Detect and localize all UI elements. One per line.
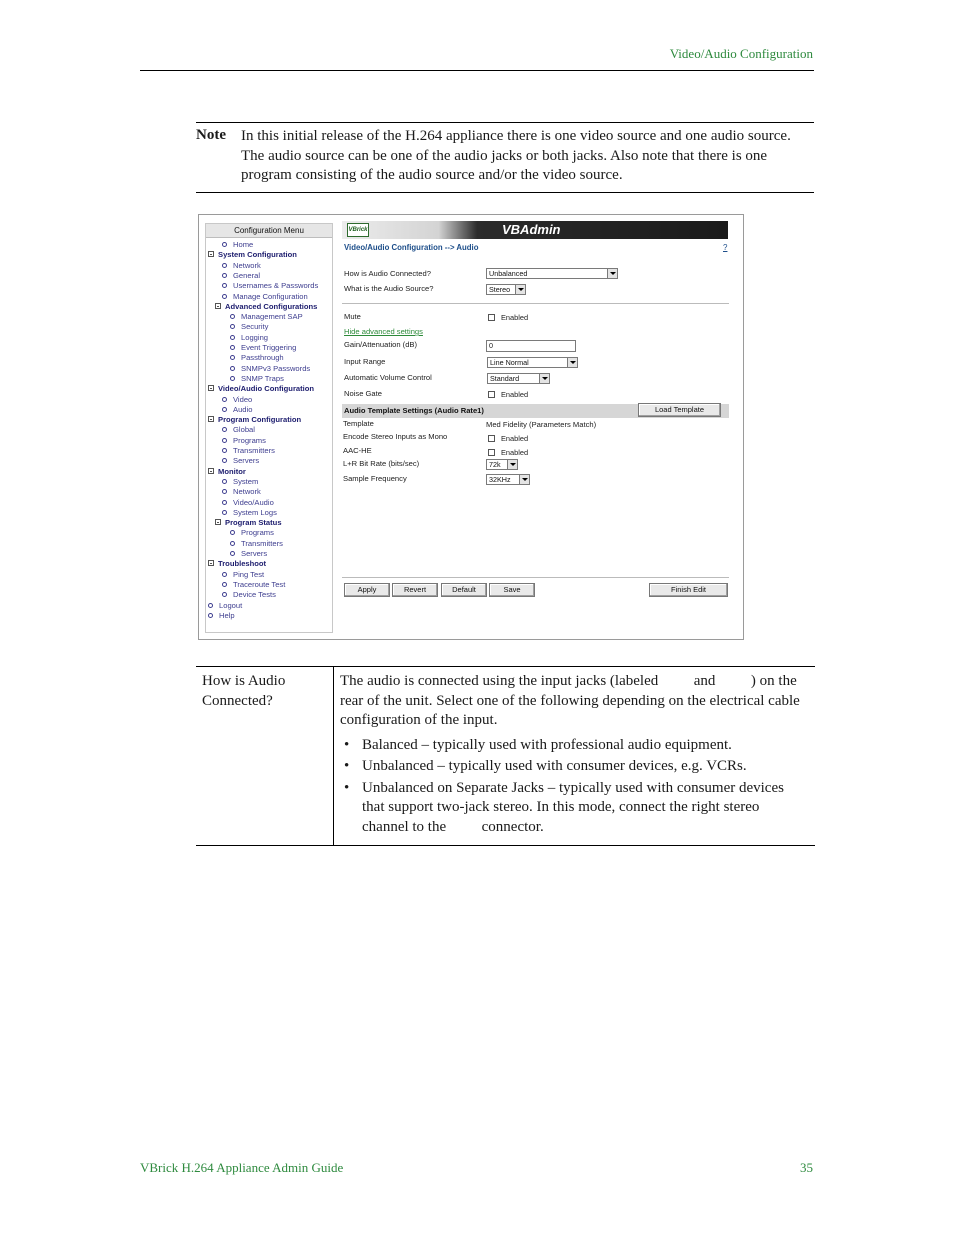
description-paragraph (340, 672, 809, 731)
menu-item-transmitters[interactable] (222, 446, 275, 456)
vbrick-logo: VBrick (347, 223, 369, 237)
menu-item-logout[interactable] (208, 601, 242, 611)
menu-item-label: Ping Test (233, 569, 265, 579)
collapse-icon (215, 303, 221, 309)
avc-label: Automatic Volume Control (344, 373, 432, 382)
description-text: and (693, 673, 716, 689)
bullet-icon (230, 355, 235, 360)
menu-item-snmp-traps[interactable] (230, 374, 284, 384)
bullet-icon (222, 458, 227, 463)
menu-item-program-status[interactable] (215, 518, 282, 528)
bitrate-label: L+R Bit Rate (bits/sec) (343, 459, 420, 468)
revert-button[interactable]: Revert (392, 583, 438, 597)
menu-item-monitor[interactable] (208, 467, 246, 477)
menu-item-label: System (233, 476, 259, 486)
menu-item-label: System Logs (233, 507, 277, 517)
finish-edit-button[interactable]: Finish Edit (649, 583, 728, 597)
field-description-table (196, 666, 815, 846)
menu-item-label: General (233, 270, 261, 280)
bullet-icon (222, 572, 227, 577)
menu-item-label: Programs (233, 435, 266, 445)
menu-item-program-configuration[interactable] (208, 415, 301, 425)
menu-item-system-logs[interactable] (222, 508, 277, 518)
menu-item-label: Program Status (225, 518, 282, 528)
collapse-icon (208, 416, 214, 422)
bullet-icon (222, 438, 227, 443)
menu-item-network[interactable] (222, 261, 261, 271)
audio-source-select[interactable]: Stereo (486, 284, 526, 295)
separator (342, 577, 729, 578)
menu-item-video-audio-configuration[interactable] (208, 384, 314, 394)
menu-item-label: Passthrough (241, 353, 284, 363)
page-number: 35 (800, 1160, 813, 1175)
table-description (334, 667, 815, 845)
menu-item-label: Event Triggering (241, 343, 297, 352)
header-rule (140, 70, 814, 71)
menu-item-help[interactable] (208, 611, 235, 621)
menu-item-global[interactable] (222, 425, 255, 435)
menu-item-servers[interactable] (230, 549, 267, 559)
menu-item-general[interactable] (222, 271, 260, 281)
configuration-menu (205, 223, 333, 633)
vbadmin-screenshot (198, 214, 744, 640)
how-connected-select[interactable]: Unbalanced (486, 268, 618, 279)
bullet-icon (222, 242, 227, 247)
list-item (340, 779, 809, 838)
collapse-icon (215, 519, 221, 525)
bullet-icon (230, 530, 235, 535)
menu-item-programs[interactable] (222, 436, 266, 446)
bullet-icon (222, 479, 227, 484)
menu-item-label: Management SAP (241, 312, 303, 322)
apply-button[interactable]: Apply (344, 583, 390, 597)
menu-item-management-sap[interactable] (230, 312, 303, 322)
list-item: • Unbalanced – typically used with consumer devices, e.g. VCRs. (340, 757, 809, 777)
chevron-down-icon (607, 269, 617, 278)
menu-item-label: Audio (233, 404, 253, 414)
input-range-label: Input Range (344, 357, 386, 366)
menu-item-ping-test[interactable] (222, 570, 264, 580)
bullet-icon (222, 510, 227, 515)
mute-label: Mute (344, 312, 361, 321)
chevron-down-icon (519, 475, 529, 484)
menu-item-traceroute-test[interactable] (222, 580, 285, 590)
menu-item-label: Video/Audio Configuration (218, 384, 315, 394)
menu-item-audio[interactable] (222, 405, 252, 415)
sample-frequency-select[interactable]: 32KHz (486, 474, 530, 485)
menu-item-label: Servers (241, 549, 268, 558)
menu-item-passthrough[interactable] (230, 353, 284, 363)
note-label: Note (196, 127, 226, 143)
mono-label: Encode Stereo Inputs as Mono (343, 432, 448, 441)
description-text: connector. (481, 818, 544, 835)
description-text: The audio is connected using the input jacks (labeled (340, 673, 659, 689)
chevron-down-icon (507, 460, 517, 469)
mute-checkbox[interactable]: Enabled (488, 313, 528, 322)
description-text: ) on the rear of the unit. Select one of the following depending on the electrical cable configuration of the input. (340, 673, 800, 728)
collapse-icon (208, 385, 214, 391)
bullet-icon (222, 448, 227, 453)
bullet-icon (230, 345, 235, 350)
bullet-icon (222, 273, 227, 278)
bullet-list (340, 736, 809, 838)
bullet-icon (230, 324, 235, 329)
menu-item-label: Home (233, 240, 254, 249)
menu-item-label: Programs (241, 528, 274, 538)
chevron-down-icon (539, 374, 549, 383)
bullet-icon (230, 366, 235, 371)
bullet-icon (230, 541, 235, 546)
default-button[interactable]: Default (441, 583, 487, 597)
gain-input[interactable]: 0 (486, 340, 576, 352)
menu-item-label: Global (233, 425, 255, 435)
menu-item-label: Transmitters (233, 446, 275, 455)
bullet-icon (208, 603, 213, 608)
menu-item-home[interactable] (222, 240, 253, 250)
menu-item-system-configuration[interactable] (208, 250, 297, 260)
footer-guide-title: VBrick H.264 Appliance Admin Guide (140, 1160, 344, 1175)
menu-item-network[interactable] (222, 487, 261, 497)
aache-label: AAC-HE (343, 446, 372, 455)
menu-item-event-triggering[interactable] (230, 343, 296, 353)
banner-title: VBAdmin (502, 222, 561, 237)
menu-item-video-audio[interactable] (222, 498, 274, 508)
menu-item-label: Transmitters (241, 538, 283, 548)
description-text: Unbalanced on Separate Jacks – typically used with consumer devices that support two-jack stereo. In this mode, connect the right stereo channel to the (362, 779, 784, 835)
menu-item-programs[interactable] (230, 528, 274, 538)
help-link[interactable]: ? (723, 243, 728, 252)
bullet-icon (230, 551, 235, 556)
menu-item-label: Network (233, 260, 261, 270)
avc-select[interactable]: Standard (487, 373, 550, 384)
menu-item-label: Video/Audio (233, 497, 274, 507)
bullet-icon (222, 294, 227, 299)
menu-item-label: Device Tests (233, 590, 276, 600)
load-template-button[interactable]: Load Template (638, 403, 721, 417)
menu-item-troubleshoot[interactable] (208, 559, 266, 569)
chevron-down-icon (567, 358, 577, 367)
list-item: • Balanced – typically used with professional audio equipment. (340, 736, 809, 756)
separator (342, 303, 729, 304)
noise-gate-label: Noise Gate (344, 389, 382, 398)
bullet-icon (222, 592, 227, 597)
menu-item-label: Servers (233, 456, 260, 466)
bullet-icon (230, 376, 235, 381)
menu-item-label: Usernames & Passwords (233, 281, 319, 291)
menu-item-label: Network (233, 487, 261, 497)
aache-checkbox[interactable]: Enabled (488, 448, 528, 457)
bullet-icon (222, 582, 227, 587)
collapse-icon (208, 251, 214, 257)
menu-item-label: Video (233, 394, 253, 404)
menu-item-label: Help (219, 610, 235, 620)
how-connected-label: How is Audio Connected? (344, 269, 431, 278)
menu-title: Configuration Menu (206, 224, 332, 238)
table-term: How is Audio Connected? (196, 667, 334, 845)
bullet-icon (208, 613, 213, 618)
collapse-icon (208, 468, 214, 474)
bullet-icon (222, 489, 227, 494)
chevron-down-icon (515, 285, 525, 294)
menu-item-system[interactable] (222, 477, 258, 487)
bitrate-select[interactable]: 72k (486, 459, 518, 470)
sample-frequency-label: Sample Frequency (343, 474, 407, 483)
menu-item-label: Manage Configuration (233, 291, 308, 301)
menu-item-label: Advanced Configurations (225, 301, 318, 311)
bullet-icon (222, 263, 227, 268)
bullet-icon (222, 397, 227, 402)
collapse-icon (208, 560, 214, 566)
menu-item-label: Troubleshoot (218, 559, 267, 569)
menu-item-label: SNMP Traps (241, 373, 284, 383)
bullet-icon (230, 335, 235, 340)
menu-item-label: Monitor (218, 466, 246, 476)
bullet-icon (222, 407, 227, 412)
menu-item-transmitters[interactable] (230, 539, 283, 549)
menu-item-label: SNMPv3 Passwords (241, 363, 311, 373)
hide-advanced-link[interactable]: Hide advanced settings (344, 327, 423, 336)
bullet-icon (222, 283, 227, 288)
template-label: Template (343, 419, 374, 428)
template-value: Med Fidelity (Parameters Match) (486, 420, 597, 429)
save-button[interactable]: Save (489, 583, 535, 597)
page-title: Video/Audio Configuration --> Audio (344, 243, 479, 252)
menu-item-advanced-configurations[interactable] (215, 302, 317, 312)
menu-item-logging[interactable] (230, 333, 268, 343)
input-range-select[interactable]: Line Normal (487, 357, 578, 368)
menu-item-device-tests[interactable] (222, 590, 276, 600)
mono-checkbox[interactable]: Enabled (488, 434, 528, 443)
menu-item-label: Security (241, 322, 269, 332)
audio-source-label: What is the Audio Source? (344, 284, 434, 293)
menu-item-label: Logging (241, 332, 269, 342)
menu-item-label: System Configuration (218, 250, 297, 260)
noise-gate-checkbox[interactable]: Enabled (488, 390, 528, 399)
menu-item-snmpv3-passwords[interactable] (230, 364, 310, 374)
bullet-icon (222, 427, 227, 432)
running-header: Video/Audio Configuration (669, 46, 813, 61)
section-title: Audio Template Settings (Audio Rate1) (344, 406, 484, 415)
menu-item-label: Logout (219, 600, 243, 610)
vbadmin-banner (342, 221, 728, 239)
menu-item-label: Program Configuration (218, 415, 302, 425)
menu-item-usernames-passwords[interactable] (222, 281, 318, 291)
bullet-icon (230, 314, 235, 319)
menu-item-label: Traceroute Test (233, 579, 286, 589)
note-box (196, 122, 814, 193)
menu-item-video[interactable] (222, 395, 252, 405)
gain-label: Gain/Attenuation (dB) (344, 340, 418, 349)
menu-item-servers[interactable] (222, 456, 259, 466)
menu-item-security[interactable] (230, 322, 268, 332)
menu-item-manage-configuration[interactable] (222, 292, 308, 302)
bullet-icon (222, 500, 227, 505)
note-text: In this initial release of the H.264 appliance there is one video source and one audio source. The audio source can be one of the audio jacks or both jacks. Also note that there is one program consisting of the audio source and/or the video source. (241, 128, 791, 183)
